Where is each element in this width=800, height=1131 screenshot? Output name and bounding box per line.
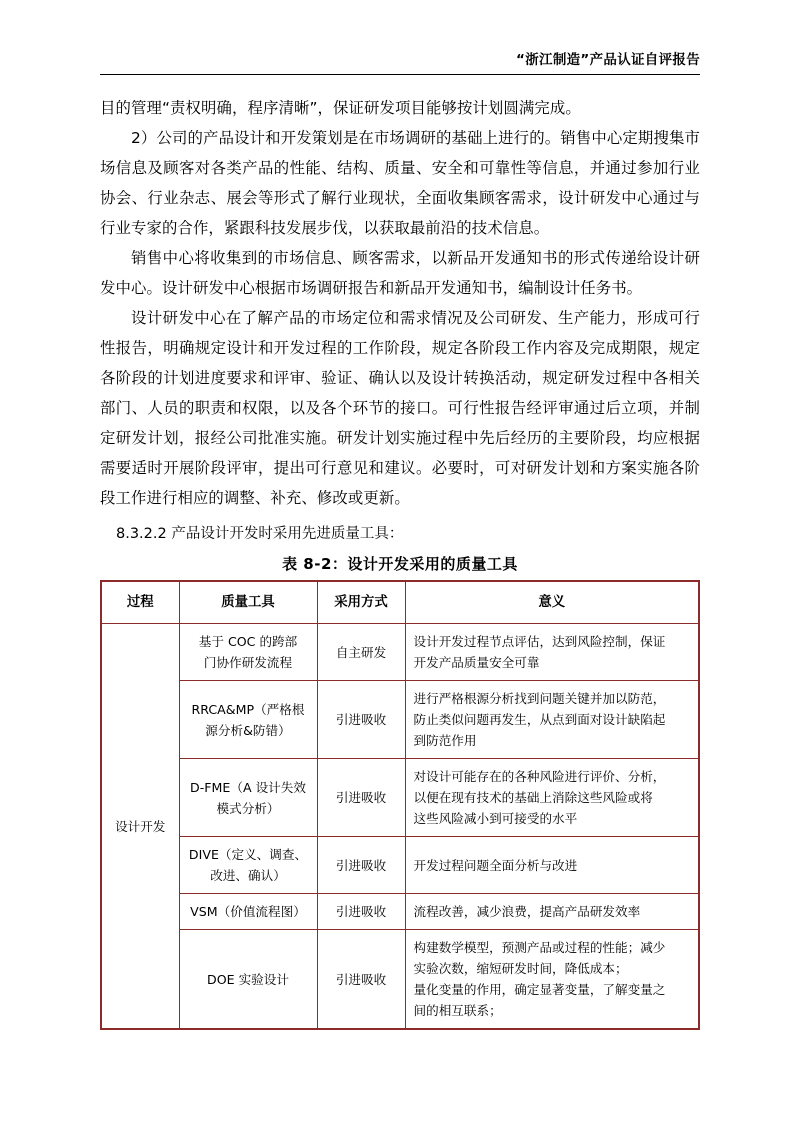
cell-method: 引进吸收 [317, 930, 405, 1030]
header-title: “浙江制造”产品认证自评报告 [516, 52, 700, 68]
table-header-row [101, 581, 699, 624]
table-row [101, 759, 699, 837]
meaning-line: 进行严格根源分析找到问题关键并加以防范， [413, 691, 666, 706]
meaning-line: 开发过程问题全面分析与改进 [413, 857, 578, 873]
meaning-line: 量化变量的作用，确定显著变量，了解变量之 [413, 982, 666, 997]
paragraph-2: 2）公司的产品设计和开发策划是在市场调研的基础上进行的。销售中心定期搜集市场信息及顾客对各类产品的性能、结构、质量、安全和可靠性等信息，并通过参加行业协会、行业杂志、展会等形式了解行业现状，全面收集顾客需求，设计研发中心通过与行业专家的合作，紧跟科技发展步伐，以获取最前沿的技术信息。 [100, 129, 700, 237]
meaning-line: 设计开发过程节点评估，达到风险控制，保证 [413, 634, 666, 649]
cell-method: 引进吸收 [317, 894, 405, 930]
meaning-line: 开发产品质量安全可靠 [413, 655, 540, 670]
cell-meaning [405, 930, 699, 1030]
tool-line: DOE 实验设计 [207, 971, 289, 987]
paragraph-4: 设计研发中心在了解产品的市场定位和需求情况及公司研发、生产能力，形成可行性报告，明确规定设计和开发过程的工作阶段，规定各阶段工作内容及完成期限，规定各阶段的计划进度要求和评审、验证、确认以及设计转换活动，规定研发过程中各相关部门、人员的职责和权限，以及各个环节的接口。可行性报告经评审通过后立项，并制定研发计划，报经公司批准实施。研发计划实施过程中先后经历的主要阶段，均应根据需要适时开展阶段评审，提出可行意见和建议。必要时，可对研发计划和方案实施各阶段工作进行相应的调整、补充、修改或更新。 [100, 309, 700, 507]
header-divider [100, 74, 700, 75]
tool-line: 改进、确认） [210, 868, 286, 883]
tool-line: RRCA&MP（严格根 [191, 701, 305, 717]
meaning-line: 到防范作用 [413, 733, 477, 748]
tool-line: 源分析&防错） [205, 722, 291, 738]
cell-meaning [405, 759, 699, 837]
paragraph-1: 目的管理“责权明确，程序清晰”，保证研发项目能够按计划圆满完成。 [100, 99, 581, 117]
cell-tool [179, 930, 317, 1030]
page-header [100, 0, 700, 75]
cell-process: 设计开发 [101, 624, 179, 1030]
tool-line: 门协作研发流程 [203, 655, 293, 670]
col-header-method: 采用方式 [317, 581, 405, 624]
meaning-line: 防止类似问题再发生，从点到面对设计缺陷起 [413, 712, 666, 727]
cell-method: 引进吸收 [317, 681, 405, 759]
meaning-line: 对设计可能存在的各种风险进行评价、分析， [413, 769, 666, 784]
cell-tool [179, 681, 317, 759]
tool-line: 基于 COC 的跨部 [198, 634, 298, 649]
meaning-line: 实验次数，缩短研发时间，降低成本； [413, 961, 628, 976]
meaning-line: 间的相互联系； [413, 1003, 502, 1018]
meaning-line: 流程改善，减少浪费，提高产品研发效率 [413, 904, 641, 919]
table-row [101, 930, 699, 1030]
table-row [101, 681, 699, 759]
table-row [101, 624, 699, 681]
cell-tool [179, 759, 317, 837]
col-header-process: 过程 [101, 581, 179, 624]
tool-line: 模式分析） [216, 800, 280, 816]
tool-line: D-FME（A 设计失效 [190, 779, 306, 795]
cell-method: 引进吸收 [317, 837, 405, 894]
meaning-line: 这些风险减小到可接受的水平 [413, 811, 578, 826]
document-body [100, 93, 700, 1030]
table-row [101, 894, 699, 930]
table-caption: 表 8-2：设计开发采用的质量工具 [282, 555, 518, 573]
cell-meaning [405, 624, 699, 681]
cell-method: 自主研发 [317, 624, 405, 681]
col-header-tool: 质量工具 [179, 581, 317, 624]
cell-meaning [405, 837, 699, 894]
cell-tool [179, 894, 317, 930]
table-row [101, 837, 699, 894]
paragraph-3: 销售中心将收集到的市场信息、顾客需求，以新品开发通知书的形式传递给设计研发中心。设计研发中心根据市场调研报告和新品开发通知书，编制设计任务书。 [100, 249, 700, 297]
cell-tool [179, 837, 317, 894]
cell-meaning [405, 681, 699, 759]
section-heading: 8.3.2.2 产品设计开发时采用先进质量工具： [116, 526, 404, 542]
tool-line: DIVE（定义、调查、 [188, 847, 308, 862]
meaning-line: 以便在现有技术的基础上消除这些风险或将 [413, 790, 653, 805]
tool-line: VSM（价值流程图） [190, 904, 306, 919]
cell-tool [179, 624, 317, 681]
quality-tools-table [100, 580, 700, 1030]
cell-method: 引进吸收 [317, 759, 405, 837]
meaning-line: 构建数学模型，预测产品或过程的性能；减少 [413, 940, 666, 955]
col-header-meaning: 意义 [405, 581, 699, 624]
cell-meaning [405, 894, 699, 930]
